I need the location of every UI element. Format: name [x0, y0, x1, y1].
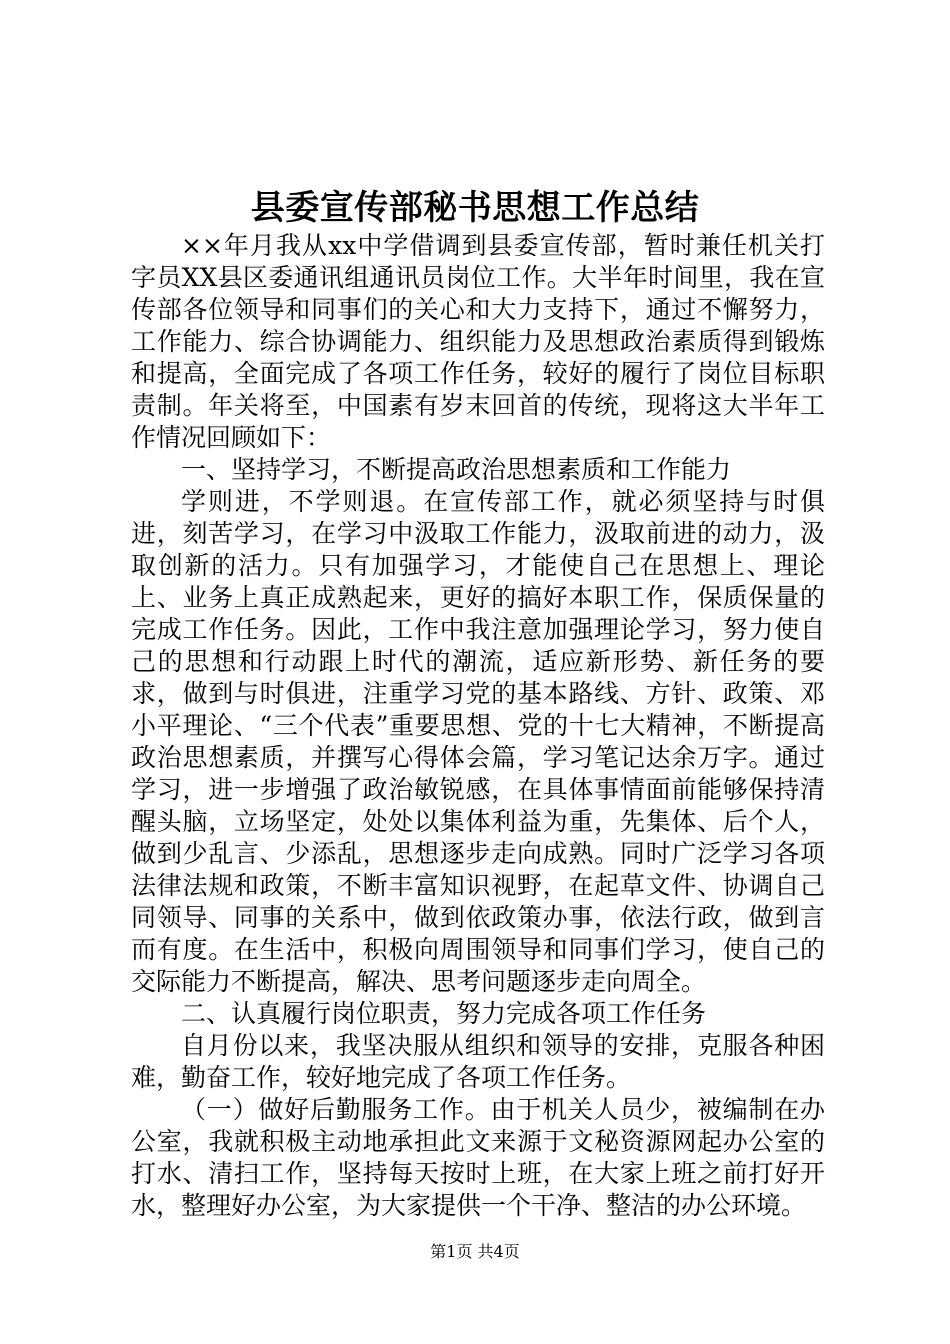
- section-1-paragraph: 学则进，不学则退。在宣传部工作，就必须坚持与时俱进，刻苦学习，在学习中汲取工作能力，汲取前进的动力，汲取创新的活力。只有加强学习，才能使自己在思想上、理论上、业务上真正成熟起来，更好的搞好本职工作，保质保量的完成工作任务。因此，工作中我注意加强理论学习，努力使自己的思想和行动跟上时代的潮流，适应新形势、新任务的要求，做到与时俱进，注重学习党的基本路线、方针、政策、邓小平理论、“三个代表”重要思想、党的十七大精神，不断提高政治思想素质，并撰写心得体会篇，学习笔记达余万字。通过学习，进一步增强了政治敏锐感，在具体事情面前能够保持清醒头脑，立场坚定，处处以集体利益为重，先集体、后个人，做到少乱言、少添乱，思想逐步走向成熟。同时广泛学习各项法律法规和政策，不断丰富知识视野，在起草文件、协调自己同领导、同事的关系中，做到依政策办事，依法行政，做到言而有度。在生活中，积极向周围领导和同事们学习，使自己的交际能力不断提高，解决、思考问题逐步走向周全。: [131, 487, 825, 996]
- document-title: 县委宣传部秘书思想工作总结: [250, 188, 700, 228]
- document-body: [131, 230, 825, 1222]
- section-2-paragraph: 自月份以来，我坚决服从组织和领导的安排，克服各种困难，勤奋工作，较好地完成了各项工作任务。: [131, 1031, 825, 1092]
- section-heading-2: 二、认真履行岗位职责，努力完成各项工作任务: [181, 999, 707, 1028]
- subsection-1-paragraph: （一）做好后勤服务工作。由于机关人员少，被编制在办公室，我就积极主动地承担此文来源于文秘资源网起办公室的打水、清扫工作，坚持每天按时上班，在大家上班之前打好开水，整理好办公室，为大家提供一个干净、整洁的办公环境。: [131, 1095, 825, 1220]
- page-number: 第1页 共4页: [430, 1242, 520, 1261]
- section-heading-1: 一、坚持学习，不断提高政治思想素质和工作能力: [181, 455, 732, 484]
- intro-paragraph: ××年月我从xx中学借调到县委宣传部，暂时兼任机关打字员XX县区委通讯组通讯员岗位工作。大半年时间里，我在宣传部各位领导和同事们的关心和大力支持下，通过不懈努力，工作能力、综合协调能力、组织能力及思想政治素质得到锻炼和提高，全面完成了各项工作任务，较好的履行了岗位目标职责制。年关将至，中国素有岁末回首的传统，现将这大半年工作情况回顾如下：: [131, 231, 825, 452]
